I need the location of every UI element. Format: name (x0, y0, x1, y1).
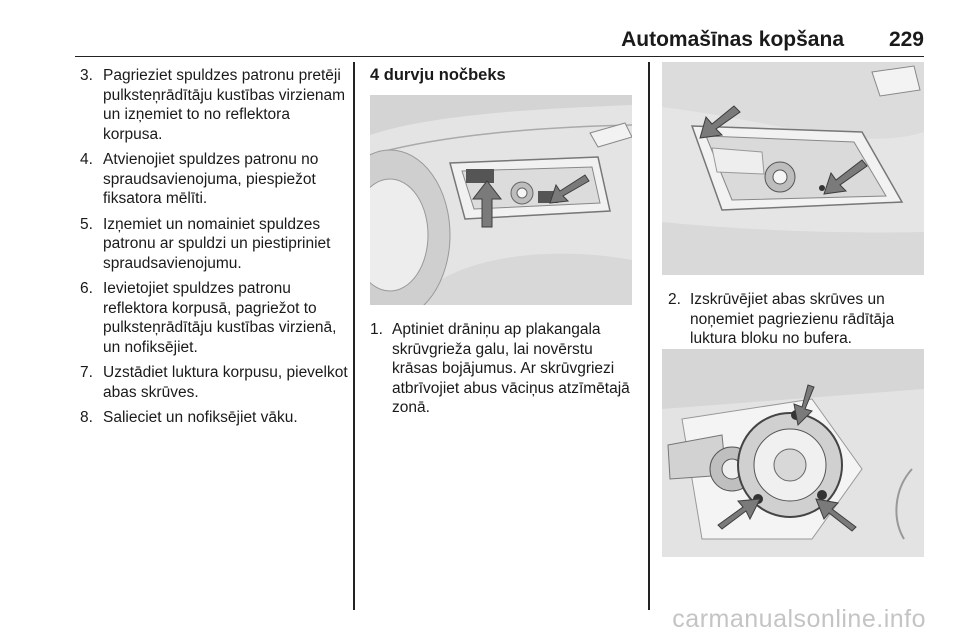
step-item (370, 320, 638, 418)
step-item (80, 215, 348, 274)
step-text: Pagrieziet spuldzes patronu pretēji pulksteņrādītāju kustības virzienam un izņemiet to no reflektora korpusa. (103, 67, 346, 143)
illustration-fog-lamp-housing (662, 62, 924, 275)
step-item (80, 408, 348, 428)
right-step-block (668, 290, 930, 355)
page-number: 229 (888, 28, 924, 51)
column-divider-1 (353, 62, 355, 610)
illustration-fog-lamp-unit (662, 349, 924, 557)
left-step-list (80, 66, 348, 428)
step-item (80, 363, 348, 402)
step-text: Ievietojiet spuldzes patronu reflektora korpusā, pagriežot to pulksteņrādītāju kustības virzienā, un nofiksējiet. (103, 280, 337, 356)
step-number: 3. (80, 67, 93, 84)
step-number: 6. (80, 280, 93, 297)
section-title: 4 durvju nočbeks (370, 66, 506, 84)
step-item (80, 66, 348, 144)
middle-step-list (370, 320, 638, 418)
step-number: 1. (370, 321, 383, 338)
step-number: 8. (80, 409, 93, 426)
right-step-list (668, 290, 930, 349)
step-item (80, 150, 348, 209)
illustration-bumper-front (370, 95, 632, 305)
step-number: 5. (80, 215, 93, 233)
step-number: 4. (80, 151, 93, 168)
middle-column (370, 66, 638, 96)
step-text: Atvienojiet spuldzes patronu no spraudsavienojuma, piespiežot fiksatora mēlīti. (103, 151, 319, 207)
step-text: Uzstādiet luktura korpusu, pievelkot abas skrūves. (103, 364, 348, 401)
step-number: 2. (668, 291, 681, 308)
watermark: carmanualsonline.info (672, 605, 926, 633)
step-text: Salieciet un nofiksējiet vāku. (103, 409, 298, 426)
step-text: Izņemiet un nomainiet spuldzes patronu ar spuldzi un piestipriniet spraudsavienojumu. (103, 215, 331, 272)
header-title: Automašīnas kopšana (621, 28, 844, 51)
step-text: Aptiniet drāniņu ap plakangala skrūvgrieža galu, lai novērstu krāsas bojājumus. Ar skrūvgriezi atbrīvojiet abus vāciņus atzīmētajā zonā. (392, 321, 630, 416)
page-header (75, 20, 924, 57)
middle-step-block (370, 320, 638, 424)
step-text: Izskrūvējiet abas skrūves un noņemiet pagriezienu rādītāja luktura bloku no bufera. (690, 291, 895, 347)
step-item (668, 290, 930, 349)
column-divider-2 (648, 62, 650, 610)
step-number: 7. (80, 364, 93, 381)
left-column (80, 66, 348, 434)
step-item (80, 279, 348, 357)
